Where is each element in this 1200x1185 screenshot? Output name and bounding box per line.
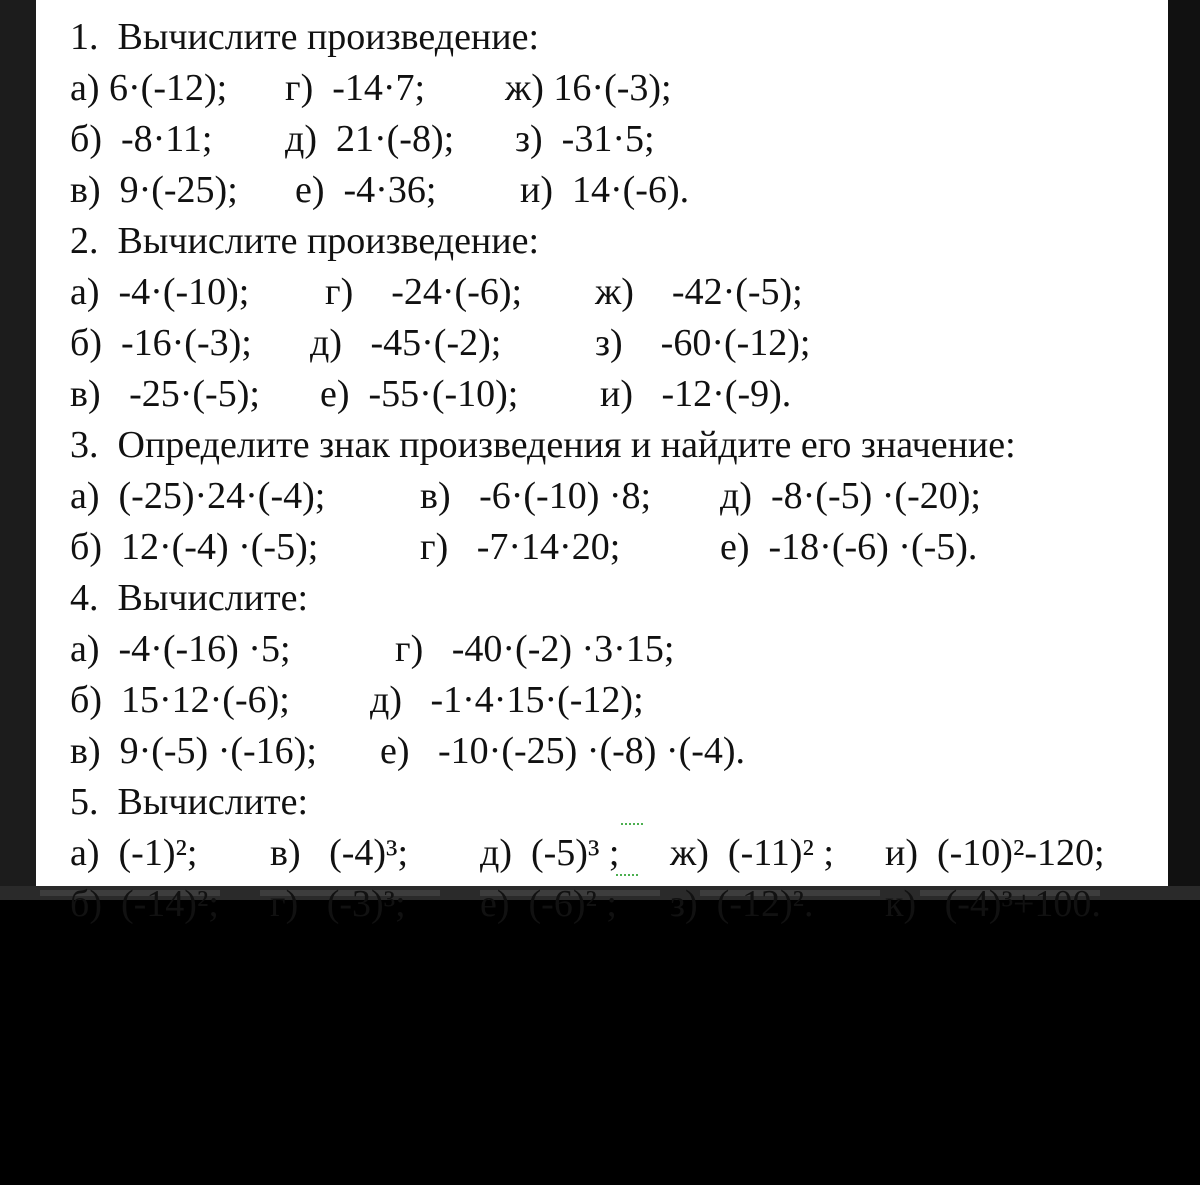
window-frame-left — [0, 0, 36, 900]
exercise-item: ж) -42·(-5); — [595, 271, 803, 313]
window-frame-right — [1168, 0, 1200, 900]
exercise-item: з) -60·(-12); — [595, 322, 811, 364]
exercise-item: е) -10·(-25) ·(-8) ·(-4). — [380, 730, 746, 772]
exercise-item: б) (-14)²; — [70, 883, 219, 925]
task-4-title: 4. Вычислите: — [70, 577, 309, 619]
spellcheck-underline — [616, 868, 638, 876]
task-5-title: 5. Вычислите: — [70, 781, 309, 823]
exercise-item: г) -14·7; — [285, 67, 426, 109]
task-1-row-3 — [70, 165, 690, 216]
exercise-item: ж) (-11)² ; — [670, 832, 834, 874]
worksheet-page — [36, 0, 1168, 925]
exercise-item: е) (-6)² ; — [480, 883, 617, 925]
exercise-item: а) (-25)·24·(-4); — [70, 475, 326, 517]
task-2-row-3 — [70, 369, 792, 420]
exercise-item: а) -4·(-16) ·5; — [70, 628, 291, 670]
task-4-row-2 — [70, 675, 644, 726]
exercise-item: к) (-4)³+100. — [885, 883, 1101, 925]
exercise-item: е) -55·(-10); — [320, 373, 519, 415]
exercise-item: е) -18·(-6) ·(-5). — [720, 526, 978, 568]
exercise-item: д) -1·4·15·(-12); — [370, 679, 644, 721]
exercise-item: в) -6·(-10) ·8; — [420, 475, 652, 517]
exercise-item: д) -8·(-5) ·(-20); — [720, 475, 981, 517]
exercise-item: а) -4·(-10); — [70, 271, 250, 313]
exercise-item: д) (-5)³ ; — [480, 832, 620, 874]
exercise-item: е) -4·36; — [295, 169, 437, 211]
exercise-item: з) -31·5; — [515, 118, 655, 160]
exercise-item: г) (-3)³; — [270, 883, 406, 925]
task-2-title: 2. Вычислите произведение: — [70, 220, 540, 262]
exercise-item: в) -25·(-5); — [70, 373, 260, 415]
exercise-item: г) -7·14·20; — [420, 526, 621, 568]
exercise-item: з) (-12)². — [670, 883, 814, 925]
exercise-item: в) 9·(-25); — [70, 169, 238, 211]
exercise-item: д) -45·(-2); — [310, 322, 502, 364]
exercise-item: г) -24·(-6); — [325, 271, 523, 313]
exercise-item: г) -40·(-2) ·3·15; — [395, 628, 675, 670]
task-2-row-1 — [70, 267, 803, 318]
exercise-item: б) 12·(-4) ·(-5); — [70, 526, 319, 568]
spellcheck-underline — [621, 817, 643, 825]
task-5-row-1 — [70, 828, 1105, 879]
exercise-item: а) 6·(-12); — [70, 67, 228, 109]
exercise-item: б) -8·11; — [70, 118, 213, 160]
exercise-item: а) (-1)²; — [70, 832, 198, 874]
exercise-item: ж) 16·(-3); — [505, 67, 672, 109]
task-4-row-3 — [70, 726, 746, 777]
task-1-title: 1. Вычислите произведение: — [70, 16, 540, 58]
exercise-item: б) -16·(-3); — [70, 322, 252, 364]
exercise-item: в) (-4)³; — [270, 832, 409, 874]
task-4-row-1 — [70, 624, 675, 675]
exercise-item: и) 14·(-6). — [520, 169, 690, 211]
task-1-row-2 — [70, 114, 655, 165]
task-1-row-1 — [70, 63, 672, 114]
task-3-title: 3. Определите знак произведения и найдите его значение: — [70, 424, 1016, 466]
exercise-item: в) 9·(-5) ·(-16); — [70, 730, 317, 772]
task-3-row-1 — [70, 471, 981, 522]
exercise-item: и) -12·(-9). — [600, 373, 792, 415]
exercise-item: д) 21·(-8); — [285, 118, 455, 160]
exercise-item: б) 15·12·(-6); — [70, 679, 290, 721]
task-2-row-2 — [70, 318, 811, 369]
task-3-row-2 — [70, 522, 978, 573]
exercise-item: и) (-10)²-120; — [885, 832, 1105, 874]
